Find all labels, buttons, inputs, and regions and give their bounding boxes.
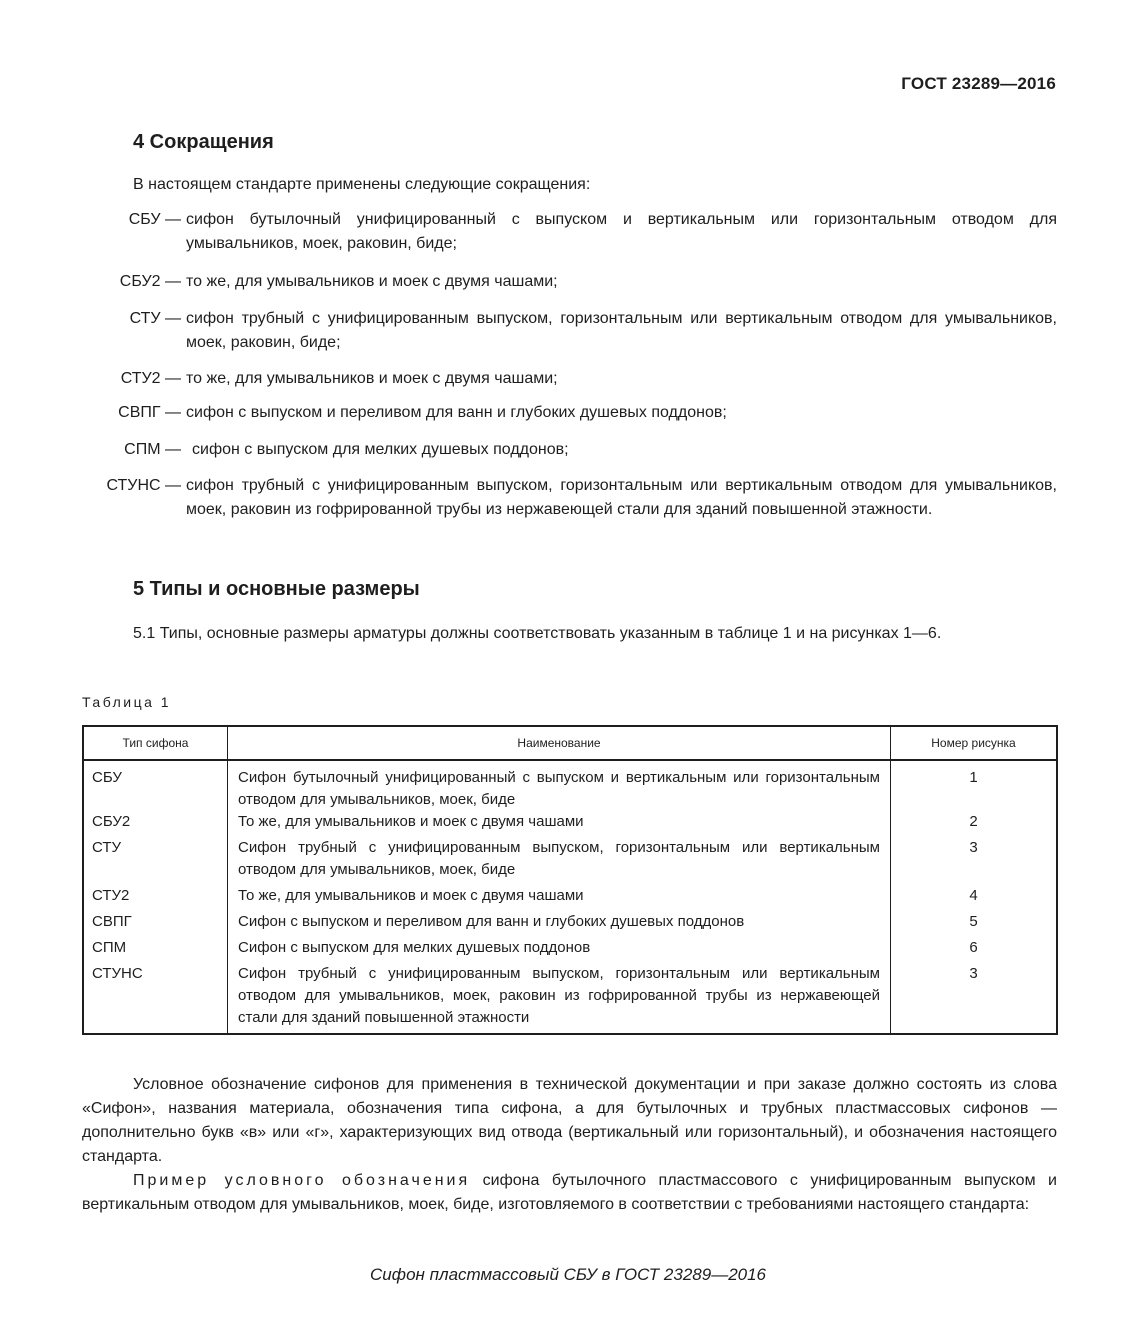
example-designation-line: Сифон пластмассовый СБУ в ГОСТ 23289—2016 bbox=[369, 1265, 767, 1284]
table-header-row bbox=[83, 726, 1057, 760]
abbreviation-text: сифон бутылочный унифицированный с выпуском и вертикальным или горизонтальным отводом для умывальников, моек, раковин, биде; bbox=[186, 211, 1057, 252]
abbreviation-key: СБУ — bbox=[128, 211, 181, 228]
abbreviation-key: СБУ2 — bbox=[119, 273, 181, 290]
abbreviation-key: СТУНС — bbox=[106, 477, 181, 494]
section-4-intro: В настоящем стандарте применены следующие сокращения: bbox=[133, 176, 591, 193]
standard-header: ГОСТ 23289—2016 bbox=[901, 74, 1056, 93]
cell-type: СБУ bbox=[83, 760, 228, 811]
cell-type: СТУНС bbox=[83, 963, 228, 1034]
cell-figure: 5 bbox=[891, 911, 1058, 937]
table-row bbox=[83, 937, 1057, 963]
cell-name: Сифон трубный с унифицированным выпуском, горизонтальным или вертикальным отводом для умывальников, моек, раковин из гофрированной трубы из нержавеющей стали для зданий повышенной этажности bbox=[228, 963, 891, 1034]
cell-type: СБУ2 bbox=[83, 811, 228, 837]
clause-5-1: 5.1 Типы, основные размеры арматуры должны соответствовать указанным в таблице 1 и на рисунках 1—6. bbox=[133, 625, 942, 642]
table-row bbox=[83, 760, 1057, 811]
abbreviation-text: сифон трубный с унифицированным выпуском, горизонтальным или вертикальным отводом для умывальников, моек, раковин, биде; bbox=[186, 310, 1057, 351]
abbreviation-text: сифон с выпуском и переливом для ванн и глубоких душевых поддонов; bbox=[186, 404, 727, 421]
cell-type: СВПГ bbox=[83, 911, 228, 937]
table-row bbox=[83, 811, 1057, 837]
cell-figure: 3 bbox=[891, 837, 1058, 885]
abbreviation-key: СПМ — bbox=[124, 441, 181, 458]
cell-type: СПМ bbox=[83, 937, 228, 963]
cell-figure: 1 bbox=[891, 760, 1058, 811]
cell-name: Сифон с выпуском и переливом для ванн и глубоких душевых поддонов bbox=[228, 911, 891, 937]
abbreviation-text: то же, для умывальников и моек с двумя чашами; bbox=[186, 273, 558, 290]
abbreviation-key: СТУ2 — bbox=[120, 370, 181, 387]
designation-example bbox=[82, 1169, 1057, 1217]
section-5-title: 5 Типы и основные размеры bbox=[133, 578, 420, 600]
cell-figure: 3 bbox=[891, 963, 1058, 1034]
table-row bbox=[83, 885, 1057, 911]
cell-name: Сифон трубный с унифицированным выпуском, горизонтальным или вертикальным отводом для умывальников, моек, биде bbox=[228, 837, 891, 885]
cell-type: СТУ2 bbox=[83, 885, 228, 911]
cell-name: То же, для умывальников и моек с двумя чашами bbox=[228, 811, 891, 837]
column-header-type: Тип сифона bbox=[83, 726, 228, 760]
cell-figure: 6 bbox=[891, 937, 1058, 963]
table-row bbox=[83, 837, 1057, 885]
example-text: сифона бутылочного пластмассового с унифицированным выпуском и вертикальным отводом для умывальников, моек, биде, изготовляемого в соответствии с требованиями настоящего стандарта: bbox=[82, 1172, 1057, 1213]
designation-paragraph: Условное обозначение сифонов для применения в технической документации и при заказе должно состоять из слова «Сифон», названия материала, обозначения типа сифона, а для бутылочных и трубных пластмассовых сифонов — дополнительно букв «в» или «г», характеризующих вид отвода (вертикальный или горизонтальный), и обозначения настоящего стандарта. bbox=[82, 1076, 1057, 1165]
cell-figure: 4 bbox=[891, 885, 1058, 911]
siphon-types-table bbox=[82, 725, 1058, 1035]
abbreviation-text: сифон с выпуском для мелких душевых поддонов; bbox=[192, 441, 569, 458]
abbreviation-key: СВПГ — bbox=[118, 404, 181, 421]
cell-figure: 2 bbox=[891, 811, 1058, 837]
abbreviation-text: сифон трубный с унифицированным выпуском, горизонтальным или вертикальным отводом для умывальников, моек, раковин из гофрированной трубы из нержавеющей стали для зданий повышенной этажности. bbox=[186, 477, 1057, 518]
table-row bbox=[83, 911, 1057, 937]
cell-type: СТУ bbox=[83, 837, 228, 885]
section-4-title: 4 Сокращения bbox=[133, 131, 274, 153]
column-header-name: Наименование bbox=[228, 726, 891, 760]
cell-name: То же, для умывальников и моек с двумя чашами bbox=[228, 885, 891, 911]
table-row bbox=[83, 963, 1057, 1034]
abbreviation-key: СТУ — bbox=[129, 310, 181, 327]
column-header-figure: Номер рисунка bbox=[891, 726, 1058, 760]
example-label: Пример условного обозначения bbox=[133, 1172, 471, 1189]
cell-name: Сифон с выпуском для мелких душевых поддонов bbox=[228, 937, 891, 963]
cell-name: Сифон бутылочный унифицированный с выпуском и вертикальным или горизонтальным отводом для умывальников, моек, биде bbox=[228, 760, 891, 811]
abbreviation-text: то же, для умывальников и моек с двумя чашами; bbox=[186, 370, 558, 387]
table-caption: Таблица 1 bbox=[82, 694, 172, 710]
